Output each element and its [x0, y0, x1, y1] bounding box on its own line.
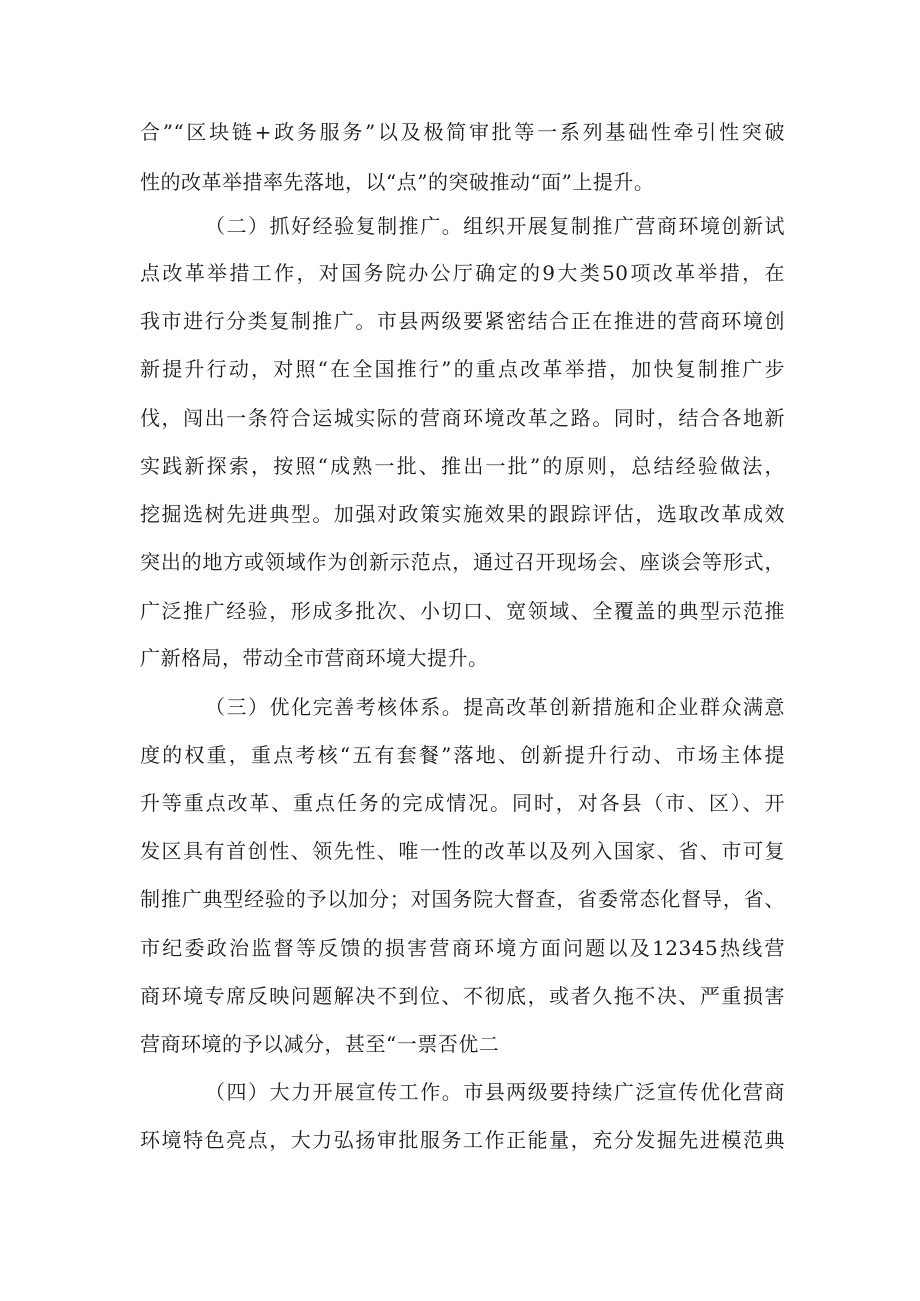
text-line: 市纪委政治监督等反馈的损害营商环境方面问题以及12345热线营	[140, 936, 785, 960]
text-line: 升等重点改革、重点任务的完成情况。同时，对各县（市、区）、开	[140, 791, 785, 815]
text-line: 实践新探索，按照“成熟一批、推出一批”的原则，总结经验做法，	[140, 454, 785, 478]
text-line: 商环境专席反映问题解决不到位、不彻底，或者久拖不决、严重损害	[140, 984, 785, 1008]
text-line: 广泛推广经验，形成多批次、小切口、宽领域、全覆盖的典型示范推	[140, 599, 785, 623]
paragraph-heading-line: （四）大力开展宣传工作。市县两级要持续广泛宣传优化营商	[205, 1080, 785, 1104]
text-line: 挖掘选树先进典型。加强对政策实施效果的跟踪评估，选取改革成效	[140, 502, 785, 526]
text-line: 新提升行动，对照“在全国推行”的重点改革举措，加快复制推广步	[140, 357, 785, 381]
text-line: 度的权重，重点考核“五有套餐”落地、创新提升行动、市场主体提	[140, 743, 785, 767]
text-line: 营商环境的予以减分，甚至“一票否优二	[140, 1032, 500, 1056]
text-line: 我市进行分类复制推广。市县两级要紧密结合正在推进的营商环境创	[140, 309, 785, 333]
paragraph-heading-line: （三）优化完善考核体系。提高改革创新措施和企业群众满意	[205, 695, 785, 719]
text-line: 发区具有首创性、领先性、唯一性的改革以及列入国家、省、市可复	[140, 839, 785, 863]
text-line: 环境特色亮点，大力弘扬审批服务工作正能量，充分发掘先进模范典	[140, 1128, 785, 1152]
text-line: 突出的地方或领域作为创新示范点，通过召开现场会、座谈会等形式，	[140, 550, 785, 574]
text-line: 性的改革举措率先落地，以“点”的突破推动“面”上提升。	[140, 170, 655, 194]
paragraph-heading-line: （二）抓好经验复制推广。组织开展复制推广营商环境创新试	[205, 214, 785, 238]
text-line: 伐，闯出一条符合运城实际的营商环境改革之路。同时，结合各地新	[140, 406, 785, 430]
text-line: 合”“区块链+政务服务”以及极简审批等一系列基础性牵引性突破	[140, 120, 785, 144]
text-line: 广新格局，带动全市营商环境大提升。	[140, 646, 489, 670]
text-line: 制推广典型经验的予以加分；对国务院大督查，省委常态化督导，省、	[140, 887, 785, 911]
text-line: 点改革举措工作，对国务院办公厅确定的9大类50项改革举措，在	[140, 261, 785, 285]
